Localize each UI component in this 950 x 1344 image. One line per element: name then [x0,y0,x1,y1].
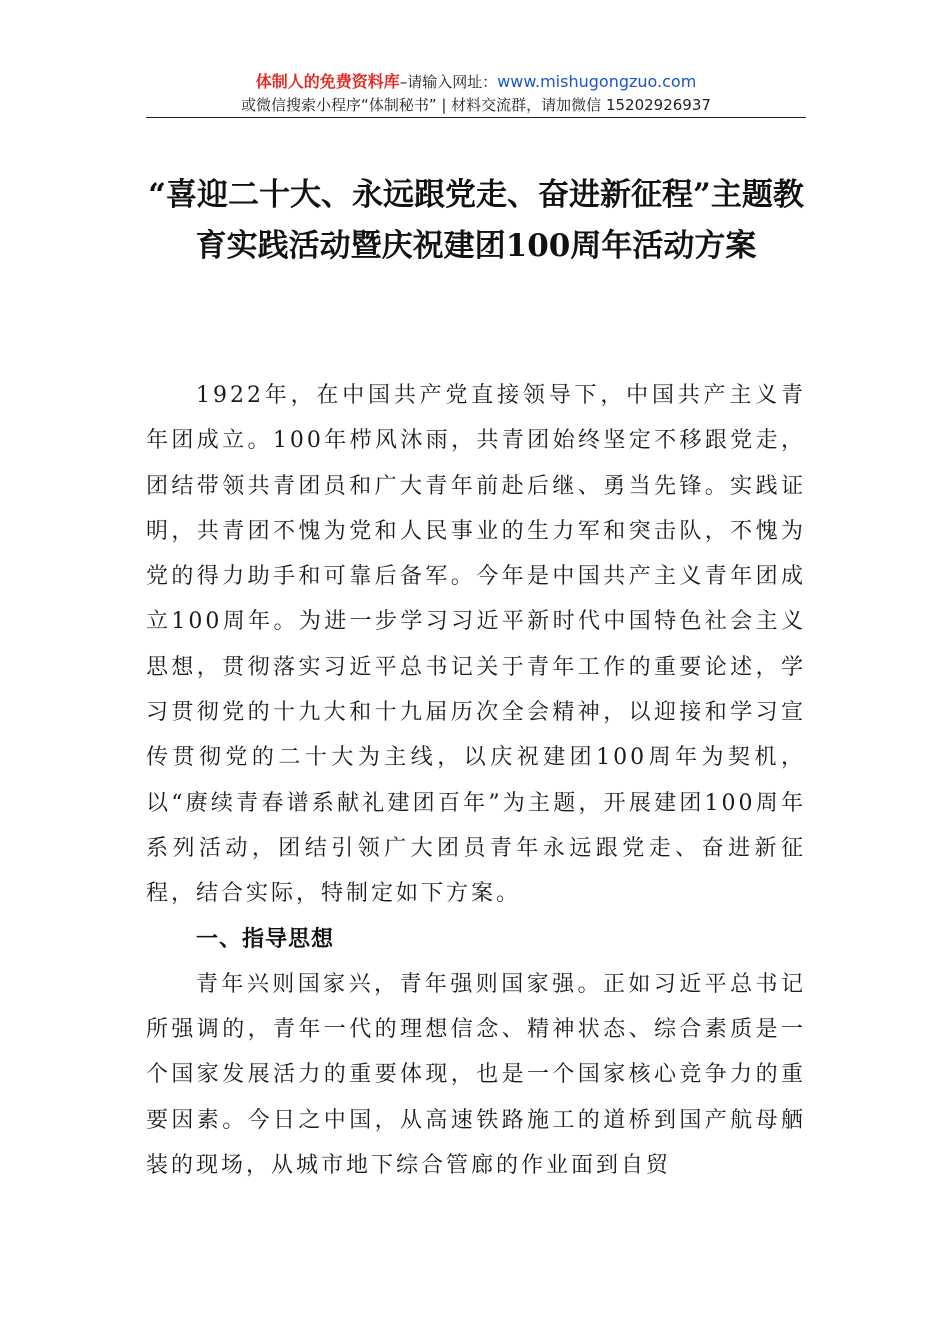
site-header [146,70,806,116]
url-prompt: –请输入网址： [399,73,498,91]
section-paragraph: 青年兴则国家兴，青年强则国家强。正如习近平总书记所强调的，青年一代的理想信念、精神状态、综合素质是一个国家发展活力的重要体现，也是一个国家核心竞争力的重要因素。今日之中国，从高速铁路施工的道桥到国产航母舾装的现场，从城市地下综合管廊的作业面到自贸 [146,971,806,1179]
header-line-1 [146,70,806,94]
header-divider [146,117,806,118]
site-url-link[interactable]: www.mishugongzuo.com [497,72,697,91]
brand-name: 体制人的免费资料库 [255,72,400,91]
header-line-2: 或微信搜索小程序“体制秘书” | 材料交流群，请加微信 15202926937 [241,96,711,114]
section-heading-guiding-ideology: 一、指导思想 [196,926,335,952]
intro-paragraph: 1922年，在中国共产党直接领导下，中国共产主义青年团成立。100年栉风沐雨，共青团始终坚定不移跟党走，团结带领共青团员和广大青年前赴后继、勇当先锋。实践证明，共青团不愧为党和人民事业的生力军和突击队，不愧为党的得力助手和可靠后备军。今年是中国共产主义青年团成立100周年。为进一步学习习近平新时代中国特色社会主义思想，贯彻落实习近平总书记关于青年工作的重要论述，学习贯彻党的十九大和十九届历次全会精神，以迎接和学习宣传贯彻党的二十大为主线，以庆祝建团100周年为契机，以“赓续青春谱系献礼建团百年”为主题，开展建团100周年系列活动，团结引领广大团员青年永远跟党走、奋进新征程，结合实际，特制定如下方案。 [146,383,806,907]
document-title: “喜迎二十大、永远跟党走、奋进新征程”主题教育实践活动暨庆祝建团100周年活动方案 [148,177,804,264]
document-body [146,373,806,1188]
